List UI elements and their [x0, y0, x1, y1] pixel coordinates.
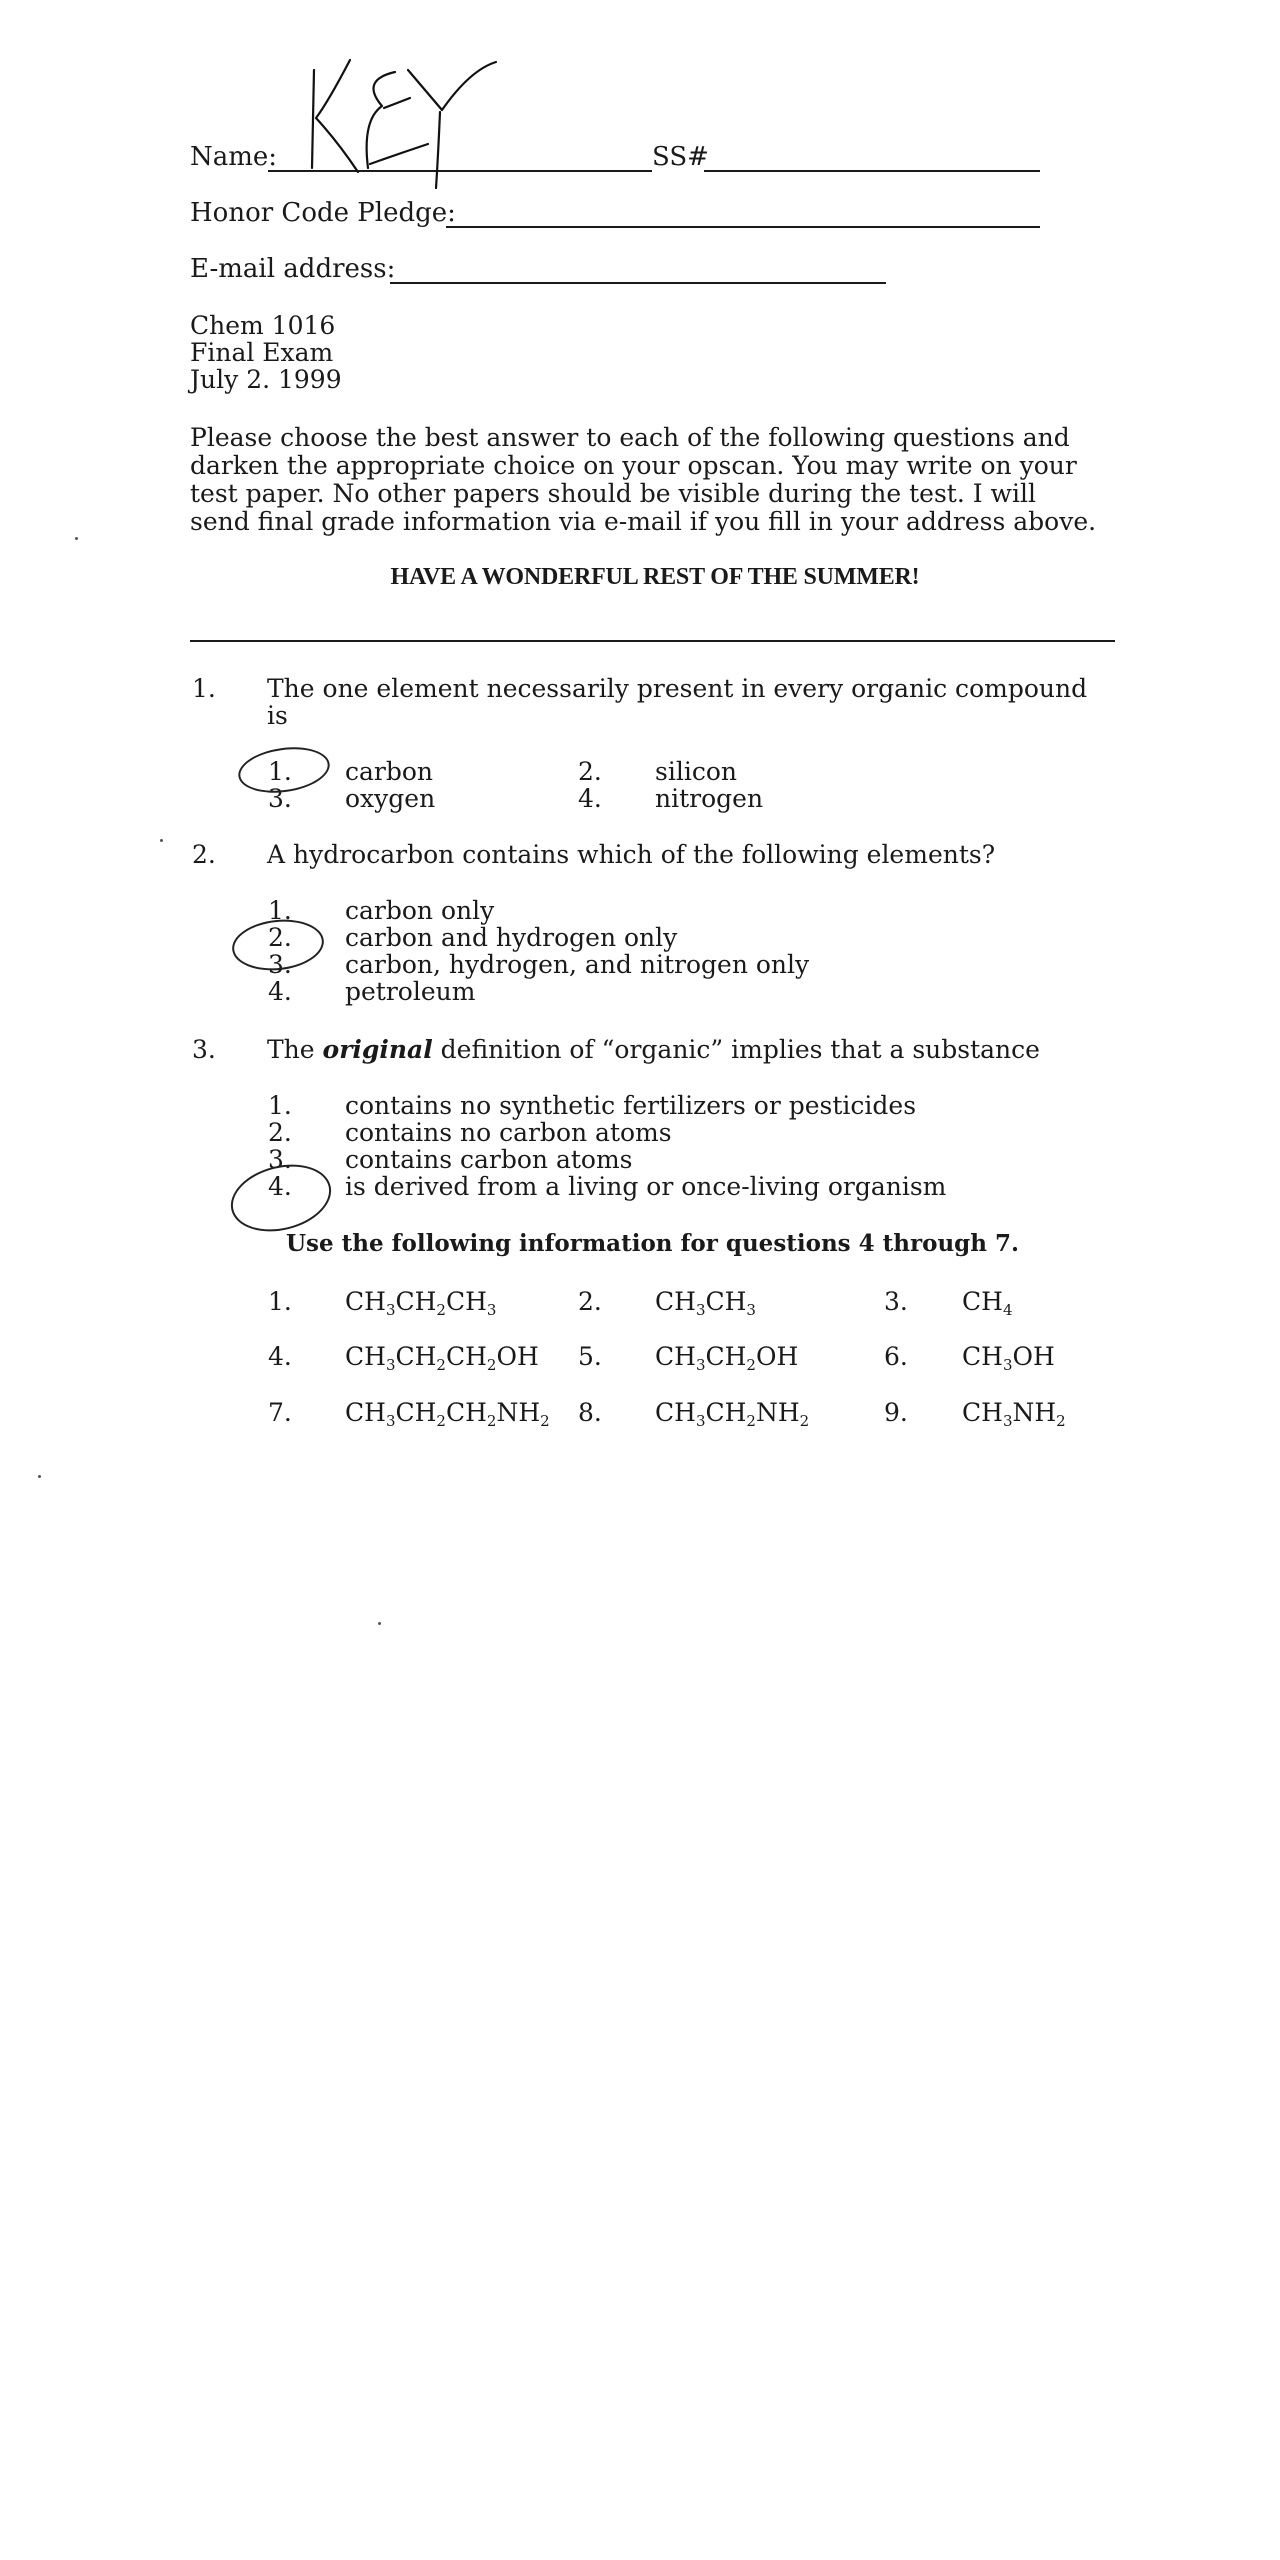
divider [190, 640, 1115, 642]
compound-formula: $CH_3OH$ [962, 1342, 1055, 1374]
q1-choice-text: oxygen [345, 784, 436, 813]
instructions-line: send final grade information via e-mail if you fill in your address above. [190, 507, 1097, 536]
q2-choice-num: 3. [268, 950, 292, 979]
email-field-line[interactable] [390, 282, 886, 284]
q2-choice-text: carbon only [345, 896, 495, 925]
q3-choice-text: contains carbon atoms [345, 1145, 633, 1174]
honor-field-line[interactable] [446, 226, 1040, 228]
q2-choice-text: petroleum [345, 977, 476, 1006]
handwritten-key-mark [290, 40, 520, 200]
q1-number: 1. [192, 674, 216, 703]
q1-text-cont: is [267, 701, 288, 730]
q1-choice-num: 2. [578, 757, 602, 786]
q1-choice-text: silicon [655, 757, 737, 786]
instructions-line: darken the appropriate choice on your opscan. You may write on your [190, 451, 1077, 480]
q2-choice-num: 4. [268, 977, 292, 1006]
compound-number: 4. [268, 1342, 292, 1371]
instructions-line: Please choose the best answer to each of the following questions and [190, 423, 1070, 452]
q1-choice-text: nitrogen [655, 784, 764, 813]
honor-label: Honor Code Pledge: [190, 198, 456, 228]
q2-number: 2. [192, 840, 216, 869]
compound-formula: $CH_3CH_2CH_3$ [345, 1287, 497, 1319]
compound-formula: $CH_3NH_2$ [962, 1398, 1066, 1430]
exam-title: Final Exam [190, 338, 334, 367]
compound-formula: $CH_3CH_2OH$ [655, 1342, 799, 1374]
q3-choice-text: contains no carbon atoms [345, 1118, 672, 1147]
scan-speck [160, 839, 163, 842]
name-label: Name: [190, 142, 278, 172]
q1-choice-text: carbon [345, 757, 434, 786]
q2-choice-num: 1. [268, 896, 292, 925]
compound-formula: $CH_3CH_2CH_2NH_2$ [345, 1398, 550, 1430]
compound-formula: $CH_4$ [962, 1287, 1013, 1319]
scan-speck [38, 1475, 41, 1478]
answer-circle [235, 742, 332, 798]
summer-banner: HAVE A WONDERFUL REST OF THE SUMMER! [390, 564, 920, 590]
q3-choice-num: 1. [268, 1091, 292, 1120]
compound-formula: $CH_3CH_3$ [655, 1287, 756, 1319]
instructions [190, 424, 1120, 536]
answer-circle [224, 1155, 338, 1242]
scan-speck [378, 1622, 381, 1625]
info-heading: Use the following information for questions 4 through 7. [286, 1230, 1020, 1257]
compound-number: 3. [884, 1287, 908, 1316]
q3-choice-num: 2. [268, 1118, 292, 1147]
q3-number: 3. [192, 1035, 216, 1064]
compound-number: 5. [578, 1342, 602, 1371]
q1-choice-num: 1. [268, 757, 292, 786]
answer-circle [230, 915, 327, 974]
email-label: E-mail address: [190, 254, 396, 284]
compound-number: 7. [268, 1398, 292, 1427]
q1-choice-num: 4. [578, 784, 602, 813]
compound-number: 2. [578, 1287, 602, 1316]
compound-formula: $CH_3CH_2NH_2$ [655, 1398, 810, 1430]
q3-choice-text: is derived from a living or once-living organism [345, 1172, 947, 1201]
q3-choice-num: 4. [268, 1172, 292, 1201]
compound-number: 6. [884, 1342, 908, 1371]
compound-formula: $CH_3CH_2CH_2OH$ [345, 1342, 539, 1374]
ss-label: SS# [652, 142, 709, 172]
instructions-line: test paper. No other papers should be visible during the test. I will [190, 479, 1036, 508]
exam-date: July 2. 1999 [190, 365, 342, 394]
q3-choice-num: 3. [268, 1145, 292, 1174]
q2-choice-num: 2. [268, 923, 292, 952]
compound-number: 1. [268, 1287, 292, 1316]
q2-text: A hydrocarbon contains which of the following elements? [267, 840, 996, 869]
q1-text: The one element necessarily present in every organic compound [267, 674, 1088, 703]
q3-choice-text: contains no synthetic fertilizers or pesticides [345, 1091, 917, 1120]
q2-choice-text: carbon, hydrogen, and nitrogen only [345, 950, 810, 979]
course-label: Chem 1016 [190, 311, 336, 340]
compound-number: 9. [884, 1398, 908, 1427]
q2-choice-text: carbon and hydrogen only [345, 923, 678, 952]
q3-italic: original [322, 1035, 433, 1064]
q1-choice-num: 3. [268, 784, 292, 813]
compound-number: 8. [578, 1398, 602, 1427]
scan-speck [75, 537, 78, 540]
ss-field-line[interactable] [704, 170, 1040, 172]
q3-text: The original definition of “organic” implies that a substance [267, 1035, 1040, 1064]
